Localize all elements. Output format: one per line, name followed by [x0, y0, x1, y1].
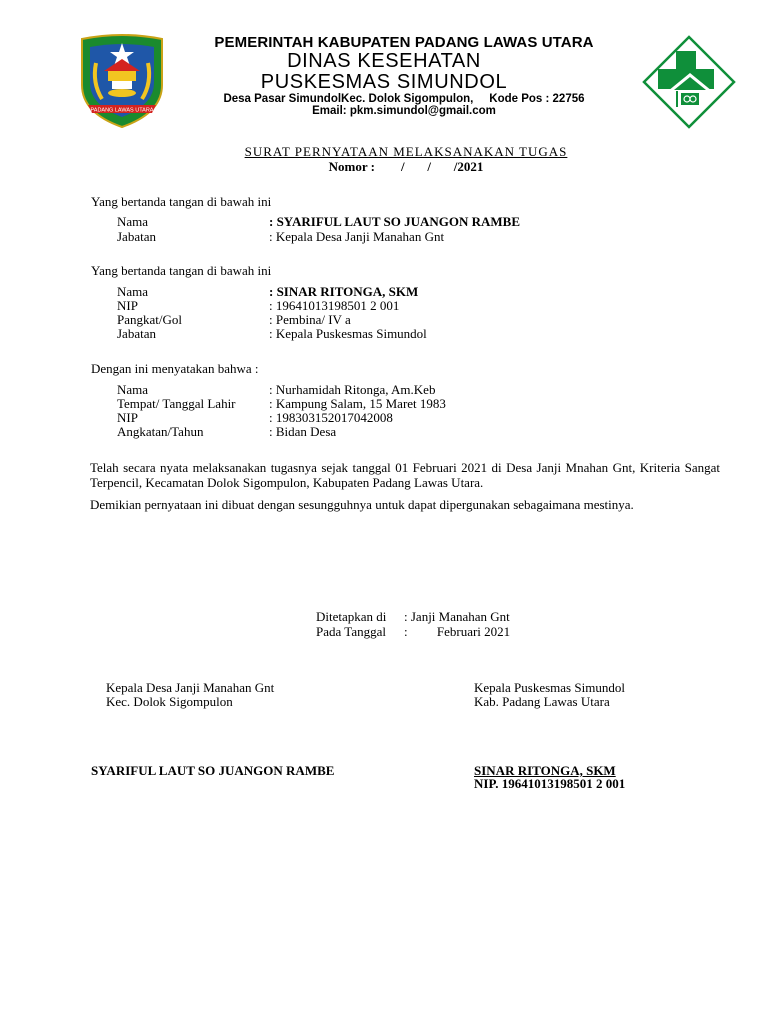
row-value: : Kampung Salam, 15 Maret 1983 — [269, 396, 446, 411]
right-signer-name: SINAR RITONGA, SKM — [474, 763, 616, 778]
row-label: Jabatan — [117, 229, 156, 244]
issued-date-value: : Februari 2021 — [404, 624, 511, 639]
statement-paragraph: Telah secara nyata melaksanakan tugasnya sejak tanggal 01 Februari 2021 di Desa Janji Mnahan Gnt, Kriteria Sangat Terpencil, Kecamatan Dolok Sigompulon, Kabupaten Padang Lawas Utara. — [90, 460, 720, 490]
row-label: Jabatan — [117, 326, 156, 341]
row-value: : Nurhamidah Ritonga, Am.Keb — [269, 382, 436, 397]
right-signer-subtitle: Kab. Padang Lawas Utara — [474, 694, 610, 709]
row-value: : Kepala Desa Janji Manahan Gnt — [269, 229, 445, 244]
institution-email: Email: pkm.simundol@gmail.com — [312, 105, 496, 117]
row-label: Nama — [117, 284, 149, 299]
agency-name: DINAS KESEHATAN — [287, 50, 481, 72]
row-label: Pangkat/Gol — [117, 312, 182, 327]
right-signer-nip: NIP. 19641013198501 2 001 — [474, 776, 626, 791]
institution-name: PUSKESMAS SIMUNDOL — [260, 71, 508, 93]
issued-place-value: : Janji Manahan Gnt — [404, 609, 510, 624]
row-value: : Kepala Puskesmas Simundol — [269, 326, 427, 341]
row-value: : SINAR RITONGA, SKM — [269, 284, 419, 299]
emblem-ribbon-text: PADANG LAWAS UTARA — [90, 107, 154, 114]
row-value: : 19641013198501 2 001 — [269, 298, 400, 313]
issued-date-label: Pada Tanggal — [316, 624, 386, 639]
row-value: : Bidan Desa — [269, 424, 337, 439]
left-signer-subtitle: Kec. Dolok Sigompulon — [106, 694, 233, 709]
left-signer-title: Kepala Desa Janji Manahan Gnt — [106, 680, 275, 695]
letter-number: Nomor : / / /2021 — [328, 159, 484, 174]
row-label: Nama — [117, 382, 149, 397]
section3-intro: Dengan ini menyatakan bahwa : — [91, 361, 259, 376]
row-label: Angkatan/Tahun — [117, 424, 204, 439]
left-signer-name: SYARIFUL LAUT SO JUANGON RAMBE — [91, 763, 335, 778]
right-signer-title: Kepala Puskesmas Simundol — [474, 680, 625, 695]
institution-address: Desa Pasar SimundolKec. Dolok Sigompulon, Kode Pos : 22756 — [223, 93, 585, 105]
section1-intro: Yang bertanda tangan di bawah ini — [91, 194, 272, 209]
closing-paragraph: Demikian pernyataan ini dibuat dengan sesungguhnya untuk dapat dipergunakan sebagaimana mestinya. — [90, 497, 634, 512]
row-label: NIP — [117, 298, 138, 313]
row-label: Tempat/ Tanggal Lahir — [117, 396, 236, 411]
issued-place-label: Ditetapkan di — [316, 609, 387, 624]
letter-title-text: SURAT PERNYATAAN MELAKSANAKAN TUGAS — [244, 144, 568, 159]
section2-intro: Yang bertanda tangan di bawah ini — [91, 263, 272, 278]
row-value: : 198303152017042008 — [269, 410, 393, 425]
row-label: Nama — [117, 214, 149, 229]
row-value: : SYARIFUL LAUT SO JUANGON RAMBE — [269, 214, 521, 229]
letter-title — [0, 144, 768, 160]
row-value: : Pembina/ IV a — [269, 312, 351, 327]
government-name: PEMERINTAH KABUPATEN PADANG LAWAS UTARA — [214, 34, 594, 51]
row-label: NIP — [117, 410, 138, 425]
